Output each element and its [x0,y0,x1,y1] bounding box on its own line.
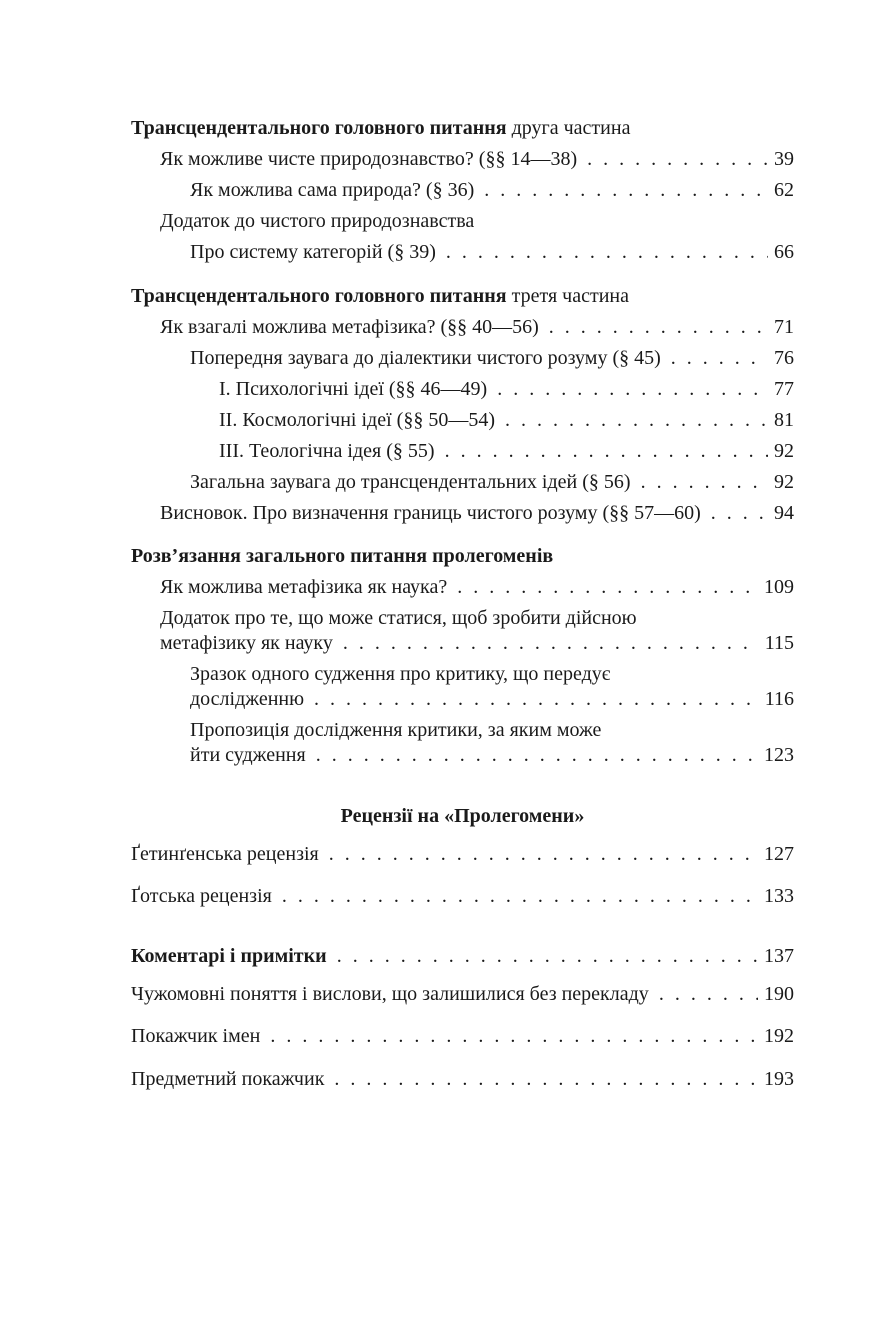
toc-entry[interactable] [131,840,794,868]
leader-dots [343,629,759,657]
toc-entry-page: 39 [774,148,794,170]
toc-subheading: Додаток до чистого природознавства [160,210,475,232]
toc-entry-title: Про систему категорій (§ 39) [190,241,436,263]
leader-dots [314,685,759,713]
part3-heading-rest: третя частина [506,285,629,307]
toc-entry[interactable] [160,145,794,173]
toc-entry[interactable] [190,238,794,266]
toc-entry-page: 193 [764,1068,794,1090]
leader-dots [445,437,768,465]
toc-entry[interactable] [160,499,794,527]
toc-entry-page: 190 [764,983,794,1005]
toc-entry-title: III. Теологічна ідея (§ 55) [219,440,435,462]
part2-heading-bold: Трансцендентального головного питання [131,117,507,139]
toc-entry-page: 94 [774,502,794,524]
toc-entry[interactable] [131,1065,794,1093]
leader-dots [711,499,768,527]
toc-entry-title: Як можливе чисте природознавство? (§§ 14—38) [160,148,578,170]
toc-entry-page: 81 [774,409,794,431]
toc-entry[interactable] [131,980,794,1008]
toc-entry-line1[interactable]: Пропозиція дослідження критики, за яким може [190,719,602,741]
toc-entry-page: 71 [774,316,794,338]
leader-dots [457,573,758,601]
toc-entry-page: 192 [764,1025,794,1047]
toc-entry-page: 116 [764,688,794,710]
toc-entry-page: 66 [774,241,794,263]
part3-heading [131,282,794,310]
leader-dots [671,344,768,372]
toc-entry[interactable] [131,882,794,910]
leader-dots [337,942,758,970]
leader-dots [329,840,758,868]
leader-dots [505,406,768,434]
toc-entry-title: II. Космологічні ідеї (§§ 50—54) [219,409,495,431]
toc-entry-page: 133 [764,885,794,907]
toc-entry-title: I. Психологічні ідеї (§§ 46—49) [219,378,488,400]
toc-entry-page: 115 [764,632,794,654]
toc-entry-title: йти судження [190,744,306,766]
toc-entry-title: Висновок. Про визначення границь чистого розуму (§§ 57—60) [160,502,701,524]
toc-entry-title: Покажчик імен [131,1025,261,1047]
leader-dots [270,1022,758,1050]
toc-entry-page: 137 [764,945,794,967]
toc-entry-title: Коментарі і примітки [131,945,327,967]
toc-entry-title: Ґетинґенська рецензія [131,843,319,865]
toc-entry-page: 62 [774,179,794,201]
part2-heading [131,114,794,142]
leader-dots [659,980,758,1008]
leader-dots [446,238,768,266]
toc-entry[interactable] [160,629,794,657]
leader-dots [484,176,768,204]
toc-entry[interactable] [219,375,794,403]
leader-dots [334,1065,758,1093]
leader-dots [497,375,768,403]
toc-entry[interactable] [190,468,794,496]
toc-entry-page: 127 [764,843,794,865]
toc-entry-title: дослідженню [190,688,305,710]
toc-entry-title: Як можлива метафізика як наука? [160,576,448,598]
toc-entry-title: Попередня заувага до діалектики чистого розуму (§ 45) [190,347,661,369]
toc-entry[interactable] [160,313,794,341]
toc-entry-page: 123 [764,744,794,766]
leader-dots [316,741,758,769]
toc-entry-line1[interactable]: Додаток про те, що може статися, щоб зробити дійсною [160,607,637,629]
toc-entry-line1[interactable]: Зразок одного судження про критику, що передує [190,663,611,685]
toc-entry-title: Предметний покажчик [131,1068,325,1090]
toc-entry-page: 92 [774,440,794,462]
toc-entry[interactable] [160,573,794,601]
toc-entry[interactable] [219,437,794,465]
leader-dots [641,468,768,496]
toc-entry-page: 77 [774,378,794,400]
leader-dots [587,145,768,173]
leader-dots [549,313,768,341]
toc-entry[interactable] [190,741,794,769]
toc-entry-page: 92 [774,471,794,493]
reviews-heading: Рецензії на «Пролегомени» [340,805,585,827]
toc-entry-title: Ґотська рецензія [131,885,272,907]
toc-entry-title: Як можлива сама природа? (§ 36) [190,179,475,201]
resolution-heading: Розв’язання загального питання пролегоменів [131,545,554,567]
toc-entry-page: 109 [764,576,794,598]
toc-entry[interactable] [190,176,794,204]
toc-entry[interactable] [190,685,794,713]
part3-heading-bold: Трансцендентального головного питання [131,285,507,307]
toc-entry-page: 76 [774,347,794,369]
toc-entry[interactable] [131,942,794,970]
toc-entry[interactable] [190,344,794,372]
toc-entry-title: Чужомовні поняття і вислови, що залишилися без перекладу [131,983,649,1005]
toc-entry[interactable] [219,406,794,434]
part2-heading-rest: друга частина [506,117,631,139]
toc-entry-title: Загальна заувага до трансцендентальних ідей (§ 56) [190,471,631,493]
toc-entry-title: Як взагалі можлива метафізика? (§§ 40—56) [160,316,539,338]
leader-dots [282,882,758,910]
toc-entry[interactable] [131,1022,794,1050]
toc-entry-title: метафізику як науку [160,632,333,654]
